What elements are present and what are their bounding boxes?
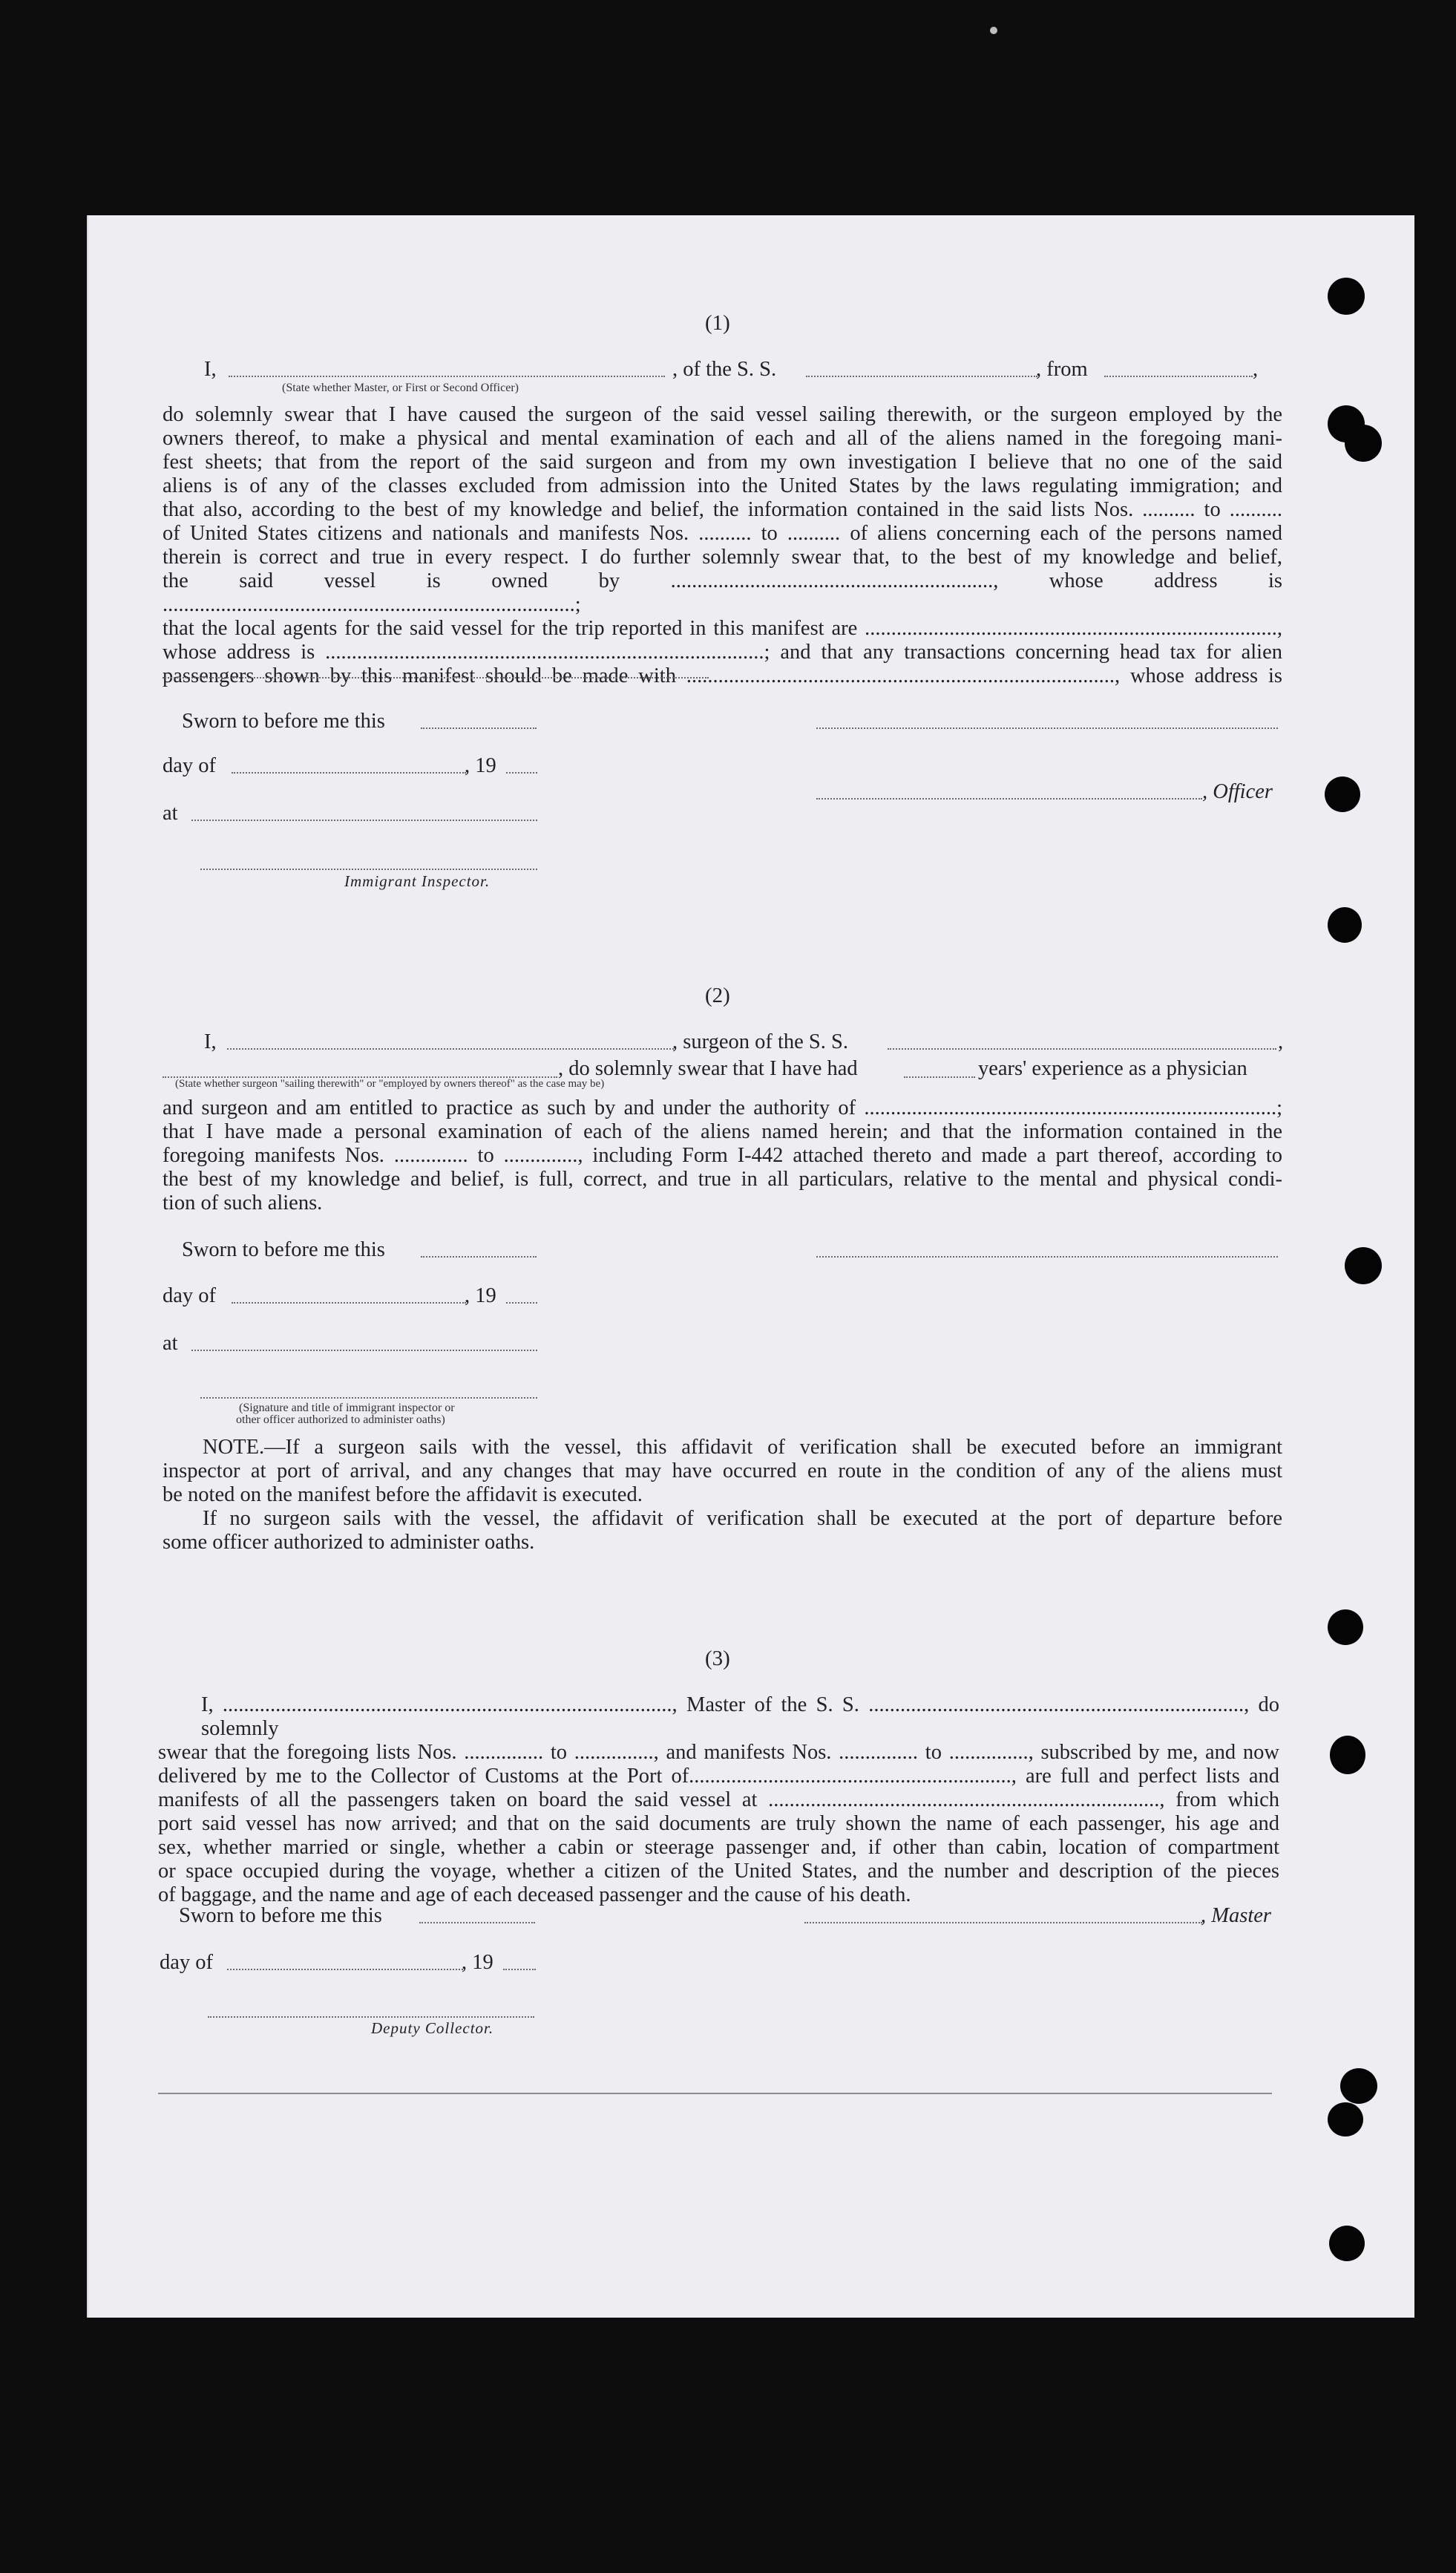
s2-note2-line: some officer authorized to administer oaths. [163,1531,535,1554]
s3-day-label: day of [160,1951,214,1974]
s1-inspector-blank [200,869,537,870]
s2-body-line: that I have made a personal examination of each of the aliens named herein; and that the information contained in the [163,1120,1282,1143]
s2-year-blank [506,1302,537,1304]
scan-speck [990,27,997,34]
s3-oath-body [158,1693,1279,1907]
bottom-rule [158,2093,1272,2094]
s1-year-label: , 19 [465,754,496,777]
s2-body-line: the best of my knowledge and belief, is full, correct, and true in all particulars, relative to the mental and physical condi- [163,1168,1282,1191]
binder-hole-6 [1345,1247,1382,1284]
s1-from-blank [1104,376,1253,377]
s3-body-line: port said vessel has now arrived; and that on the said documents are truly shown the name of each passenger, his age and [158,1812,1279,1835]
s1-role-note: (State whether Master, or First or Second Officer) [282,382,519,394]
s3-body-line: sex, whether married or single, whether a cabin or steerage passenger and, if other than cabin, location of compartment [158,1836,1279,1859]
section-2-number: (2) [705,984,730,1007]
s3-sworn-label: Sworn to before me this [179,1904,382,1927]
s3-deputy-label: Deputy Collector. [371,2019,494,2037]
s1-body-line: therein is correct and true in every respect. I do further solemnly swear that, to the best of my knowledge and belief, [163,546,1282,569]
s2-day-label: day of [163,1284,217,1307]
s3-master-label: , Master [1201,1904,1271,1927]
s1-body-line: passengers shown by this manifest should be made with ................................................................................., whose address is [163,664,1282,687]
section-1-number: (1) [705,311,730,335]
s2-signature-note-1: (Signature and title of immigrant inspector or [239,1402,455,1414]
s2-signature-note-2: other officer authorized to administer oaths) [236,1413,445,1426]
binder-hole-11 [1329,2226,1365,2261]
s1-line1-from: , from [1036,358,1088,381]
s1-at-blank [191,820,537,821]
s1-body-line: owners thereof, to make a physical and mental examination of each and all of the aliens named in the foregoing mani- [163,427,1282,450]
s1-line1-ss: , of the S. S. [672,358,777,381]
s1-day-blank [232,772,466,774]
s2-line1-ss: , surgeon of the S. S. [672,1030,848,1053]
s3-year-label: , 19 [462,1951,493,1974]
s3-body-line: of baggage, and the name and age of each deceased passenger and the cause of his death. [158,1883,911,1906]
s1-officer-label: , Officer [1202,780,1273,803]
s2-note-label: NOTE. [203,1436,265,1459]
s1-officer-blank [816,798,1202,800]
s2-note-line: —If a surgeon sails with the vessel, this affidavit of verification shall be executed before an immigrant [264,1436,1282,1459]
s2-vessel-blank [888,1048,1276,1050]
s1-sworn-label: Sworn to before me this [182,710,385,733]
s3-body-line: manifests of all the passengers taken on board the said vessel at .........................................................................., from which [158,1788,1279,1811]
s1-body-line: of United States citizens and nationals and manifests Nos. .......... to .......... of aliens concerning each of the persons named [163,522,1282,545]
s1-line1-i: I, [204,358,217,381]
binder-hole-9 [1340,2068,1377,2104]
s2-inspector-blank [200,1397,537,1399]
s2-year-label: , 19 [465,1284,496,1307]
s1-at-label: at [163,802,178,825]
s2-oath-body [163,1096,1282,1215]
s1-body-line: that the local agents for the said vessel for the trip reported in this manifest are .............................................................................., [163,617,1282,640]
s1-oath-body [163,403,1282,688]
s2-body-line: foregoing manifests Nos. .............. to .............., including Form I-442 attached thereto and made a part thereof, according to [163,1144,1282,1167]
s3-deputy-blank [208,2016,534,2018]
s2-line1-i: I, [204,1030,217,1053]
binder-hole-1 [1328,278,1365,315]
binder-hole-5 [1328,907,1362,943]
s2-day-blank [232,1302,466,1304]
s1-body-line: fest sheets; that from the report of the said surgeon and from my own investigation I believe that no one of the said [163,451,1282,474]
s2-surgeon-blank [227,1048,674,1050]
s3-sworn-blank [419,1922,535,1923]
s1-day-label: day of [163,754,217,777]
s2-body-line: tion of such aliens. [163,1191,323,1214]
binder-hole-4 [1325,777,1360,812]
s1-master-blank [229,376,665,377]
s1-body-line: do solemnly swear that I have caused the surgeon of the said vessel sailing therewith, or the surgeon employed by the [163,403,1282,426]
s3-body-line: or space occupied during the voyage, whether a citizen of the United States, and the number and description of the pieces [158,1860,1279,1883]
s2-signature-blank [816,1256,1278,1258]
s1-body-line: the said vessel is owned by ............................................................., whose address is ..............................................................................; [163,569,1282,616]
binder-hole-10 [1328,2102,1363,2136]
s1-line1-comma: , [1253,358,1259,381]
s2-line1-comma: , [1278,1030,1284,1053]
s2-body-line: and surgeon and am entitled to practice as such by and under the authority of ..............................................................................; [163,1096,1282,1119]
s1-body-line: aliens is of any of the classes excluded from admission into the United States by the laws regulating immigration; and [163,474,1282,497]
s2-note-line: inspector at port of arrival, and any changes that may have occurred en route in the condition of any of the aliens must [163,1459,1282,1482]
s1-body-line: that also, according to the best of my knowledge and belief, the information contained in the said lists Nos. .......... to .......... [163,498,1282,521]
s2-line2-experience: years' experience as a physician [978,1057,1247,1080]
s2-at-label: at [163,1332,178,1355]
s1-signature-blank [816,728,1278,729]
binder-hole-7 [1328,1609,1363,1645]
s2-at-blank [191,1350,537,1351]
s1-year-blank [506,772,537,774]
s2-note2-line: If no surgeon sails with the vessel, the affidavit of verification shall be executed at the port of departure before [203,1507,1282,1530]
s2-sworn-blank [421,1256,537,1258]
s2-note [163,1436,1282,1554]
s1-body-line: whose address is ...................................................................................; and that any transactions concerning head tax for alien [163,641,1282,664]
s1-inspector-label: Immigrant Inspector. [344,872,491,890]
s3-body-line: delivered by me to the Collector of Customs at the Port of............................................................., are full and perfect lists and [158,1765,1279,1788]
s1-sworn-blank [421,728,537,729]
s3-body-line: swear that the foregoing lists Nos. ............... to ..............., and manifests Nos. ............... to ..............., subscribed by me, and now [158,1741,1279,1764]
s2-sworn-label: Sworn to before me this [182,1238,385,1261]
s1-address-blank [163,677,709,679]
s3-day-blank [227,1969,463,1970]
s3-year-blank [503,1969,536,1970]
s3-master-blank [804,1922,1202,1923]
binder-hole-8 [1330,1736,1365,1774]
s2-surgeon-note: (State whether surgeon "sailing therewith" or "employed by owners thereof" as the case may be) [175,1078,605,1090]
s2-line2-swear: , do solemnly swear that I have had [558,1057,858,1080]
s1-vessel-blank [806,376,1037,377]
s2-note-line: be noted on the manifest before the affidavit is executed. [163,1483,643,1506]
s3-body-line: I, ....................................................................................., Master of the S. S. ......................................................................., do solemnly [201,1693,1279,1740]
s2-years-blank [904,1076,975,1078]
binder-hole-3 [1345,425,1382,462]
section-3-number: (3) [705,1647,730,1670]
